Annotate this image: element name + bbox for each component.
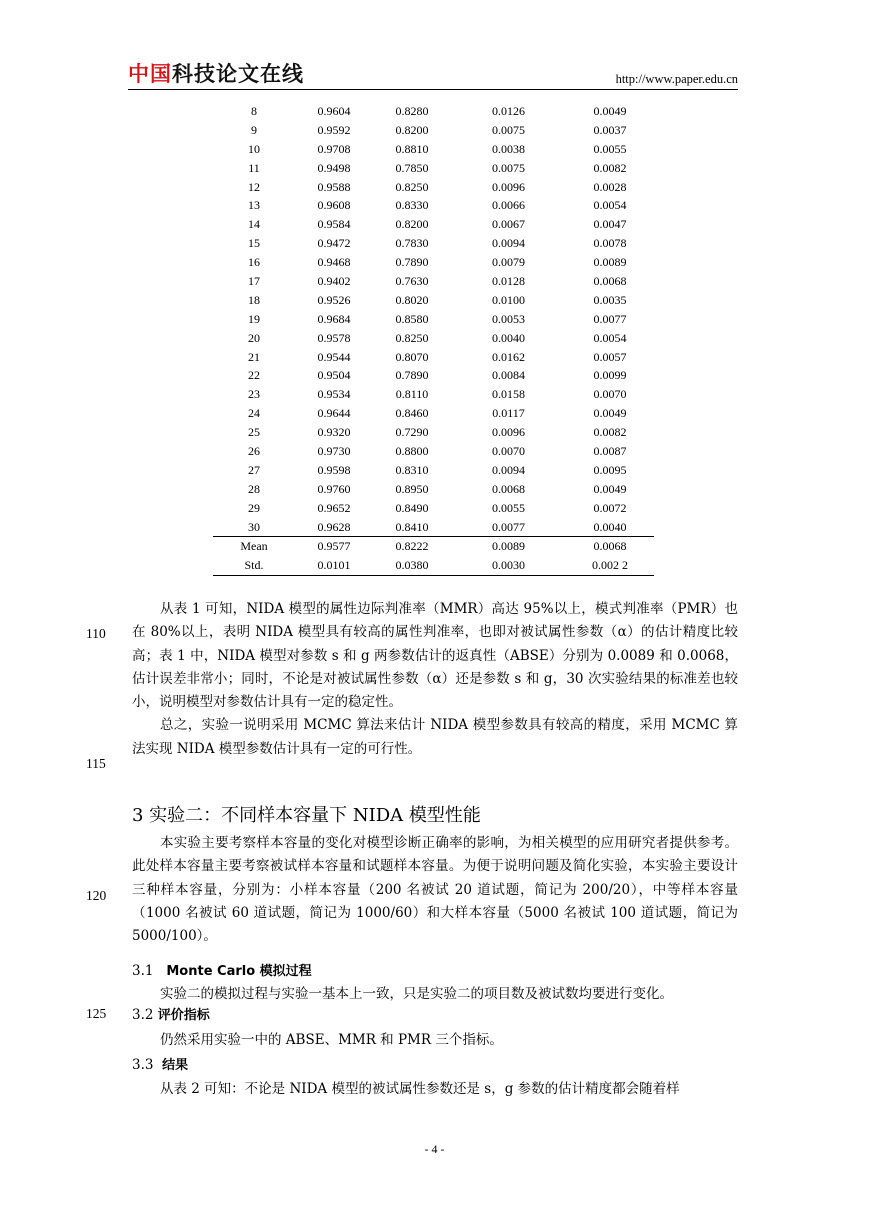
header-url[interactable]: http://www.paper.edu.cn xyxy=(615,72,738,86)
table-cell: 0.8950 xyxy=(395,481,429,496)
line-number: 120 xyxy=(86,888,107,903)
logo-red-text: 中国 xyxy=(128,62,172,86)
table-cell: 0.0089 xyxy=(492,539,525,554)
subsection-3-1 xyxy=(132,961,312,982)
table-cell: Mean xyxy=(240,539,268,554)
table-cell: 0.9628 xyxy=(317,519,351,534)
table-cell: 0.0070 xyxy=(593,387,627,402)
table-cell: 0.0035 xyxy=(593,292,627,307)
table-row xyxy=(213,366,654,385)
table-row xyxy=(213,310,654,329)
table-row xyxy=(213,423,654,442)
table-cell: 0.8020 xyxy=(395,292,429,307)
table-cell: 0.0049 xyxy=(593,481,627,496)
table-cell: 0.0077 xyxy=(492,519,525,534)
table-cell: 0.0089 xyxy=(593,255,627,270)
paragraph-5: 仍然采用实验一中的 ABSE、MMR 和 PMR 三个指标。 xyxy=(160,1032,503,1048)
table-cell: 0.9588 xyxy=(317,179,351,194)
table-row xyxy=(213,348,654,367)
table-cell: 0.7290 xyxy=(395,425,429,440)
table-cell: 0.0099 xyxy=(593,368,627,383)
paragraph-section-3-2 xyxy=(132,1029,738,1052)
table-cell: 10 xyxy=(248,141,260,156)
table-cell: 0.0068 xyxy=(593,539,627,554)
table-cell: 0.8580 xyxy=(395,311,429,326)
subsection-3-1-number: 3.1 xyxy=(132,963,154,979)
table-cell: 19 xyxy=(248,311,260,326)
table-cell: 0.9652 xyxy=(317,500,351,515)
table-cell: 0.7890 xyxy=(395,368,429,383)
table-row xyxy=(213,442,654,461)
table-row xyxy=(213,385,654,404)
table-cell: 0.0047 xyxy=(593,217,627,232)
table-cell: 0.0053 xyxy=(492,311,525,326)
journal-logo xyxy=(128,61,304,87)
table-cell: 0.9402 xyxy=(317,274,351,289)
table-cell: 0.8490 xyxy=(395,500,429,515)
table-cell: 0.0075 xyxy=(492,122,525,137)
table-cell: 0.0096 xyxy=(492,425,525,440)
table-cell: 0.8330 xyxy=(395,198,429,213)
header-rule xyxy=(128,89,738,90)
table-cell: 0.0095 xyxy=(593,462,627,477)
table-row xyxy=(213,480,654,499)
table-cell: 0.0077 xyxy=(593,311,627,326)
table-cell: 0.0096 xyxy=(492,179,525,194)
table-cell: 0.8800 xyxy=(395,444,429,459)
table-cell: 0.0078 xyxy=(593,236,627,251)
paragraph-section-3-1 xyxy=(132,983,738,1006)
table-cell: 0.9584 xyxy=(317,217,351,232)
table-cell: 11 xyxy=(248,160,260,175)
table-cell: 13 xyxy=(248,198,260,213)
table-cell: 27 xyxy=(248,462,260,477)
table-cell: 28 xyxy=(248,481,260,496)
subsection-3-3-title: 结果 xyxy=(162,1058,189,1073)
table-row xyxy=(213,272,654,291)
table-cell: 0.0068 xyxy=(593,274,627,289)
table-cell: 0.8310 xyxy=(395,462,429,477)
table-cell: 0.7830 xyxy=(395,236,429,251)
page-number: - 4 - xyxy=(424,1142,445,1156)
table-cell: 0.002 2 xyxy=(592,558,628,573)
table-cell: 0.0162 xyxy=(492,349,525,364)
table-cell: 0.9760 xyxy=(317,481,351,496)
table-cell: 0.0055 xyxy=(492,500,525,515)
section-3-title: 3 实验二：不同样本容量下 NIDA 模型性能 xyxy=(132,805,481,826)
table-cell: 0.9534 xyxy=(317,387,351,402)
table-cell: 0.0082 xyxy=(593,425,627,440)
table-row xyxy=(213,121,654,140)
table-cell: 0.0057 xyxy=(593,349,627,364)
table-cell: 0.9578 xyxy=(317,330,351,345)
paragraph-results xyxy=(132,598,738,761)
table-cell: 0.7850 xyxy=(395,160,429,175)
subsection-3-3-number: 3.3 xyxy=(132,1057,154,1073)
table-cell: 0.8070 xyxy=(395,349,429,364)
table-cell: 0.0084 xyxy=(492,368,525,383)
table-cell: 0.9608 xyxy=(317,198,351,213)
table-cell: 14 xyxy=(248,217,260,232)
table-cell: 30 xyxy=(248,519,260,534)
table-cell: 0.9592 xyxy=(317,122,351,137)
table-cell: 0.0049 xyxy=(593,104,627,118)
paragraph-section-3 xyxy=(132,832,738,948)
table-cell: 0.0037 xyxy=(593,122,627,137)
subsection-3-2-title: 评价指标 xyxy=(157,1008,210,1023)
table-row xyxy=(213,215,654,234)
table-cell: 25 xyxy=(248,425,260,440)
table-cell: 0.9577 xyxy=(317,539,351,554)
table-cell: 0.0040 xyxy=(492,330,525,345)
table-cell: 0.0094 xyxy=(492,462,525,477)
table-cell: 16 xyxy=(248,255,260,270)
table-cell: 0.0082 xyxy=(593,160,627,175)
line-number: 125 xyxy=(86,1006,107,1021)
table-cell: 23 xyxy=(248,387,260,402)
table-cell: 8 xyxy=(251,104,257,118)
table-cell: 0.0054 xyxy=(593,330,627,345)
table-cell: 0.0054 xyxy=(593,198,627,213)
subsection-3-2-number: 3.2 xyxy=(132,1007,154,1023)
subsection-3-1-title: Monte Carlo 模拟过程 xyxy=(166,964,312,979)
paragraph-4: 实验二的模拟过程与实验一基本上一致，只是实验二的项目数及被试数均要进行变化。 xyxy=(160,986,673,1002)
paragraph-2: 总之，实验一说明采用 MCMC 算法来估计 NIDA 模型参数具有较高的精度，采用 MCMC 算法实现 NIDA 模型参数估计具有一定的可行性。 xyxy=(132,717,738,757)
table-row xyxy=(213,404,654,423)
table-cell: 0.0126 xyxy=(492,104,525,118)
table-cell: 17 xyxy=(248,274,260,289)
table-row xyxy=(213,159,654,178)
table-cell: 0.0068 xyxy=(492,481,525,496)
table-row xyxy=(213,536,654,556)
table-cell: 0.0038 xyxy=(492,141,525,156)
table-cell: 0.0072 xyxy=(593,500,627,515)
table-row xyxy=(213,518,654,537)
table-cell: 0.9684 xyxy=(317,311,351,326)
table-row xyxy=(213,234,654,253)
table-row xyxy=(213,556,654,576)
table-cell: 12 xyxy=(248,179,260,194)
table-cell: 0.8200 xyxy=(395,217,429,232)
table-cell: 0.9504 xyxy=(317,368,351,383)
table-cell: 0.8250 xyxy=(395,179,429,194)
table-cell: Std. xyxy=(244,558,264,573)
table-cell: 0.8200 xyxy=(395,122,429,137)
table-cell: 22 xyxy=(248,368,260,383)
subsection-3-2 xyxy=(132,1005,210,1026)
table-cell: 18 xyxy=(248,292,260,307)
table-cell: 0.0067 xyxy=(492,217,525,232)
table-row xyxy=(213,178,654,197)
paragraph-3: 本实验主要考察样本容量的变化对模型诊断正确率的影响，为相关模型的应用研究者提供参考。此处样本容量主要考察被试样本容量和试题样本容量。为便于说明问题及简化实验，本实验主要设计三种样本容量，分别为：小样本容量（200 名被试 20 道试题，简记为 200/20），中等样本容量（1000 名被试 60 道试题，简记为 1000/60）和大样本容量（5000 名被试 100 道试题，简记为 5000/100）。 xyxy=(132,835,738,945)
table-row xyxy=(213,461,654,480)
table-cell: 0.0100 xyxy=(492,292,525,307)
table-cell: 15 xyxy=(248,236,260,251)
table-cell: 0.0094 xyxy=(492,236,525,251)
table-cell: 0.0158 xyxy=(492,387,525,402)
table-cell: 29 xyxy=(248,500,260,515)
table-cell: 0.7890 xyxy=(395,255,429,270)
table-cell: 0.8460 xyxy=(395,406,429,421)
paragraph-6: 从表 2 可知：不论是 NIDA 模型的被试属性参数还是 s，g 参数的估计精度都会随着样 xyxy=(160,1081,680,1097)
table-cell: 0.0087 xyxy=(593,444,627,459)
table-cell: 21 xyxy=(248,349,260,364)
table-row xyxy=(213,329,654,348)
results-table xyxy=(213,102,654,576)
paragraph-section-3-3 xyxy=(132,1078,738,1101)
table-cell: 0.0128 xyxy=(492,274,525,289)
table-cell: 0.7630 xyxy=(395,274,429,289)
table-cell: 9 xyxy=(251,122,257,137)
table-cell: 0.0049 xyxy=(593,406,627,421)
table-cell: 24 xyxy=(248,406,260,421)
table-cell: 0.9730 xyxy=(317,444,351,459)
table-row xyxy=(213,140,654,159)
paragraph-1: 从表 1 可知，NIDA 模型的属性边际判准率（MMR）高达 95%以上，模式判准率（PMR）也在 80%以上，表明 NIDA 模型具有较高的属性判准率，也即对被试属性参数（α）的估计精度比较高；表 1 中，NIDA 模型对参数 s 和 g 两参数估计的返真性（ABSE）分别为 0.0089 和 0.0068，估计误差非常小；同时，不论是对被试属性参数（α）还是参数 s 和 g，30 次实验结果的标准差也较小，说明模型对参数估计具有一定的稳定性。 xyxy=(132,601,738,711)
table-cell: 0.8810 xyxy=(395,141,429,156)
table-cell: 0.9320 xyxy=(317,425,351,440)
line-number: 115 xyxy=(86,756,106,771)
table-cell: 0.0066 xyxy=(492,198,525,213)
table-cell: 0.0079 xyxy=(492,255,525,270)
table-cell: 0.0117 xyxy=(492,406,525,421)
table-cell: 0.0380 xyxy=(395,558,429,573)
subsection-3-3 xyxy=(132,1055,188,1076)
table-cell: 0.8280 xyxy=(395,104,429,118)
table-cell: 0.9526 xyxy=(317,292,351,307)
table-row xyxy=(213,196,654,215)
table-cell: 0.8410 xyxy=(395,519,429,534)
table-row xyxy=(213,102,654,121)
table-cell: 0.0030 xyxy=(492,558,525,573)
table-cell: 0.9544 xyxy=(317,349,351,364)
table-cell: 0.9598 xyxy=(317,462,351,477)
table-cell: 0.0101 xyxy=(317,558,351,573)
table-cell: 0.8110 xyxy=(395,387,429,402)
table-cell: 26 xyxy=(248,444,260,459)
table-row xyxy=(213,499,654,518)
logo-black-text: 科技论文在线 xyxy=(172,62,304,86)
table-cell: 0.0028 xyxy=(593,179,627,194)
table-cell: 0.0040 xyxy=(593,519,627,534)
table-cell: 20 xyxy=(248,330,260,345)
table-cell: 0.9498 xyxy=(317,160,351,175)
table-cell: 0.9472 xyxy=(317,236,351,251)
table-cell: 0.0075 xyxy=(492,160,525,175)
table-cell: 0.9644 xyxy=(317,406,351,421)
table-cell: 0.9468 xyxy=(317,255,351,270)
table-cell: 0.8222 xyxy=(395,539,429,554)
table-cell: 0.9604 xyxy=(317,104,351,118)
line-number: 110 xyxy=(86,626,106,641)
table-cell: 0.8250 xyxy=(395,330,429,345)
table-cell: 0.0070 xyxy=(492,444,525,459)
table-row xyxy=(213,291,654,310)
table-row xyxy=(213,253,654,272)
table-cell: 0.0055 xyxy=(593,141,627,156)
table-cell: 0.9708 xyxy=(317,141,351,156)
